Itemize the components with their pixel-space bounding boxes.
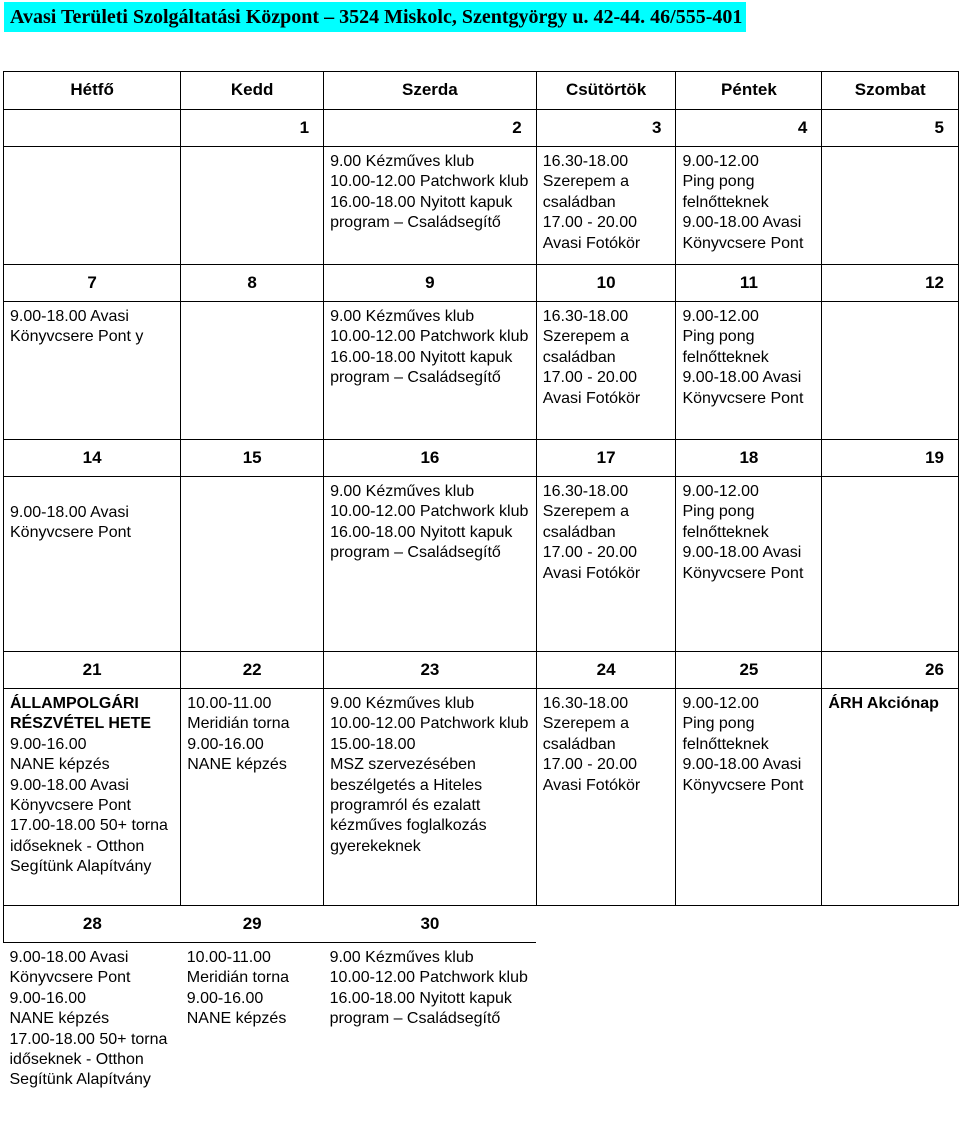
date-number: 5 (822, 110, 959, 147)
event-cell (676, 689, 822, 906)
date-number: 24 (536, 652, 676, 689)
event-row (4, 943, 959, 1103)
event-cell (536, 147, 676, 265)
event-text: 10.00-11.00 Meridián torna 9.00-16.00 NANE képzés (187, 695, 290, 774)
date-number: 29 (181, 906, 324, 943)
event-cell (324, 477, 537, 652)
event-text: 9.00-12.00 Ping pong felnőtteknek 9.00-18.00 Avasi Könyvcsere Pont (682, 483, 804, 582)
event-cell (4, 147, 181, 265)
event-cell (181, 477, 324, 652)
empty-cell (822, 906, 959, 943)
date-number: 16 (324, 440, 537, 477)
empty-cell (676, 906, 822, 943)
event-cell (324, 943, 537, 1103)
event-cell (324, 302, 537, 440)
date-number: 18 (676, 440, 822, 477)
date-number: 4 (676, 110, 822, 147)
date-number: 12 (822, 265, 959, 302)
event-text: 9.00-12.00 Ping pong felnőtteknek 9.00-18.00 Avasi Könyvcsere Pont (682, 695, 804, 794)
day-name: Szombat (822, 72, 959, 110)
event-cell (4, 302, 181, 440)
event-text: 16.30-18.00 Szerepem a családban 17.00 - 20.00 Avasi Fotókör (542, 153, 641, 252)
event-row (4, 477, 959, 652)
event-cell (822, 689, 959, 906)
event-cell (536, 302, 676, 440)
event-cell (324, 689, 537, 906)
event-cell (822, 477, 959, 652)
day-name: Kedd (181, 72, 324, 110)
event-row (4, 689, 959, 906)
date-number: 3 (536, 110, 676, 147)
event-cell (181, 689, 324, 906)
calendar-table (3, 71, 959, 1103)
date-number: 23 (324, 652, 537, 689)
date-row (4, 906, 959, 943)
day-name: Hétfő (4, 72, 181, 110)
date-number: 9 (324, 265, 537, 302)
event-text: 9.00-12.00 Ping pong felnőtteknek 9.00-18.00 Avasi Könyvcsere Pont (682, 153, 804, 252)
event-text: 9.00-18.00 Avasi Könyvcsere Pont y (10, 308, 144, 346)
date-number (4, 110, 181, 147)
date-number: 7 (4, 265, 181, 302)
event-text: 9.00-12.00 Ping pong felnőtteknek 9.00-18.00 Avasi Könyvcsere Pont (682, 308, 804, 407)
day-name: Péntek (676, 72, 822, 110)
event-cell (181, 147, 324, 265)
date-row (4, 652, 959, 689)
event-cell (676, 302, 822, 440)
event-text: 9.00-18.00 Avasi Könyvcsere Pont 9.00-16.00 NANE képzés 17.00-18.00 50+ torna időseknek - Otthon Segítünk Alapítvány (9, 949, 168, 1089)
event-text: 9.00 Kézműves klub 10.00-12.00 Patchwork klub 16.00-18.00 Nyitott kapuk program – Családsegítő (329, 949, 528, 1028)
day-name: Csütörtök (536, 72, 676, 110)
event-row (4, 302, 959, 440)
empty-cell (536, 943, 676, 1103)
event-text: 16.30-18.00 Szerepem a családban 17.00 - 20.00 Avasi Fotókör (542, 483, 641, 582)
event-text: 9.00 Kézműves klub 10.00-12.00 Patchwork klub 16.00-18.00 Nyitott kapuk program – Családsegítő (330, 153, 529, 232)
date-number: 17 (536, 440, 676, 477)
event-cell (181, 302, 324, 440)
event-text: 9.00 Kézműves klub 10.00-12.00 Patchwork klub 16.00-18.00 Nyitott kapuk program – Családsegítő (330, 483, 529, 562)
date-number: 15 (181, 440, 324, 477)
event-row (4, 147, 959, 265)
event-cell (536, 689, 676, 906)
date-number: 14 (4, 440, 181, 477)
event-text: 9.00-16.00 NANE képzés 9.00-18.00 Avasi Könyvcsere Pont 17.00-18.00 50+ torna időseknek - Otthon Segítünk Alapítvány (10, 735, 168, 876)
date-number: 22 (181, 652, 324, 689)
event-cell (676, 147, 822, 265)
date-number: 30 (324, 906, 537, 943)
event-cell (676, 477, 822, 652)
date-number: 2 (324, 110, 537, 147)
date-number: 11 (676, 265, 822, 302)
date-number: 28 (4, 906, 181, 943)
event-cell (822, 147, 959, 265)
day-name: Szerda (324, 72, 537, 110)
date-number: 10 (536, 265, 676, 302)
event-text: 16.30-18.00 Szerepem a családban 17.00 - 20.00 Avasi Fotókör (542, 308, 641, 407)
event-text: 9.00 Kézműves klub 10.00-12.00 Patchwork klub 16.00-18.00 Nyitott kapuk program – Családsegítő (330, 308, 529, 387)
date-row (4, 110, 959, 147)
weekday-header-row (4, 72, 959, 110)
event-heading: ÁRH Akciónap (828, 695, 939, 712)
event-cell (4, 477, 181, 652)
date-number: 21 (4, 652, 181, 689)
date-number: 1 (181, 110, 324, 147)
empty-cell (822, 943, 959, 1103)
date-row (4, 440, 959, 477)
event-text: 16.30-18.00 Szerepem a családban 17.00 - 20.00 Avasi Fotókör (542, 695, 641, 794)
event-text: 10.00-11.00 Meridián torna 9.00-16.00 NANE képzés (186, 949, 290, 1028)
empty-cell (676, 943, 822, 1103)
date-number: 19 (822, 440, 959, 477)
empty-cell (536, 906, 676, 943)
page-title: Avasi Területi Szolgáltatási Központ – 3524 Miskolc, Szentgyörgy u. 42-44. 46/555-401 (4, 2, 746, 32)
date-number: 25 (676, 652, 822, 689)
event-heading: ÁLLAMPOLGÁRI RÉSZVÉTEL HETE (10, 695, 152, 733)
event-cell (4, 943, 181, 1103)
date-row (4, 265, 959, 302)
event-cell (822, 302, 959, 440)
event-cell (324, 147, 537, 265)
event-cell (536, 477, 676, 652)
event-text: 9.00-18.00 Avasi Könyvcsere Pont (10, 504, 131, 542)
event-text: 9.00 Kézműves klub 10.00-12.00 Patchwork klub 15.00-18.00 MSZ szervezésében beszélgetés a Hiteles programról és ezalatt kézműves foglalkozás gyerekeknek (330, 695, 529, 855)
date-number: 26 (822, 652, 959, 689)
date-number: 8 (181, 265, 324, 302)
event-cell (4, 689, 181, 906)
event-cell (181, 943, 324, 1103)
